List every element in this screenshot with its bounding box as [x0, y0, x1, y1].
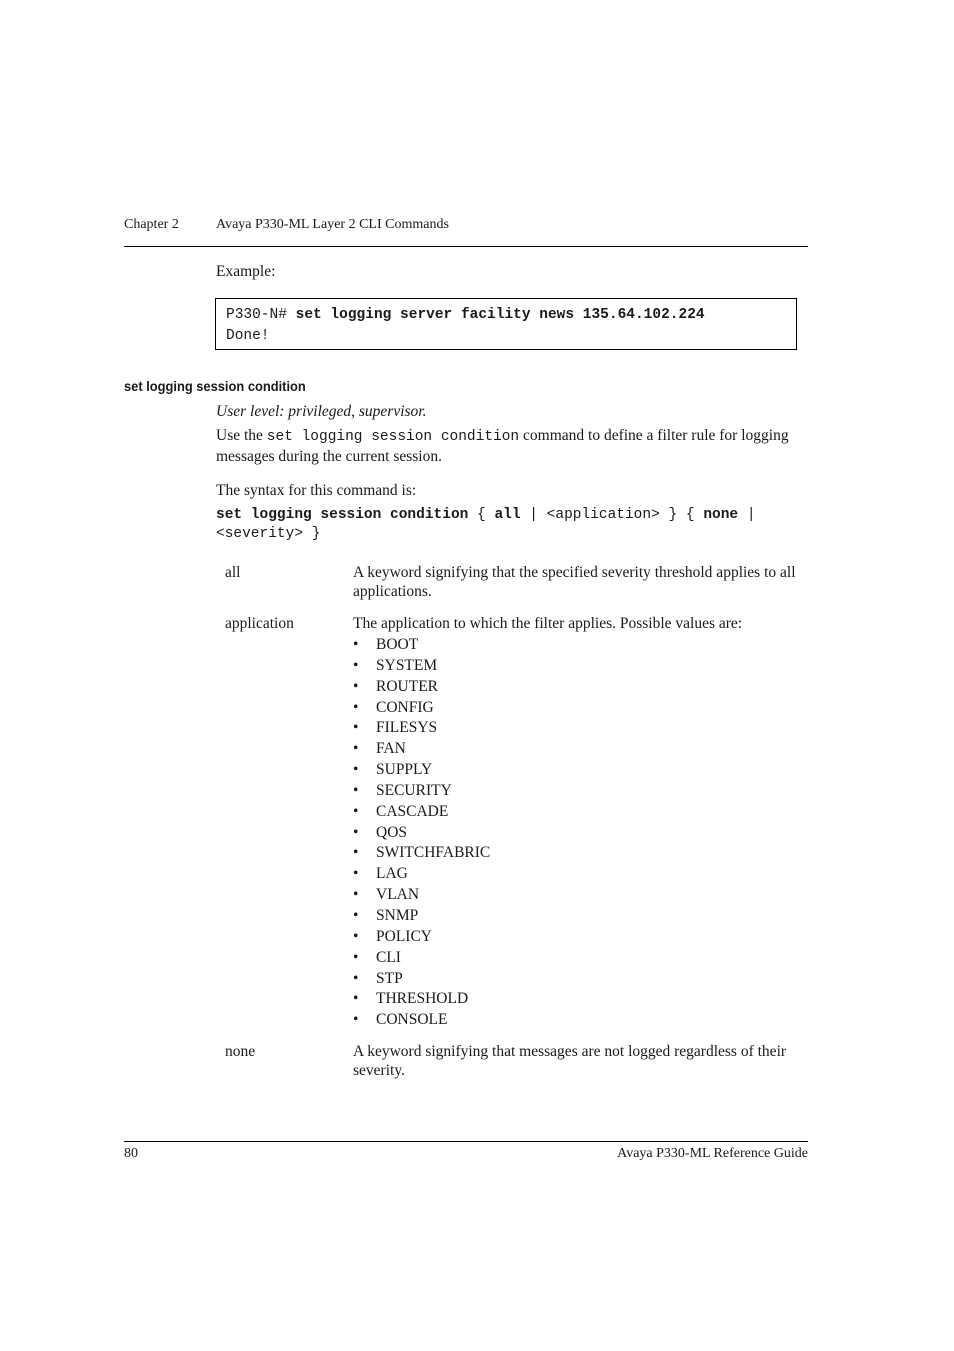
param-name-all: all — [225, 564, 241, 581]
param-name-none: none — [225, 1043, 256, 1060]
footer-rule — [124, 1141, 808, 1142]
list-item: • CONSOLE — [353, 1010, 803, 1031]
list-item: • THRESHOLD — [353, 989, 803, 1010]
running-header-chapter: Chapter 2 — [124, 217, 179, 232]
syntax-pipe: | — [746, 507, 756, 523]
description-post: command to define a filter rule for logging messages during the current session. — [216, 427, 789, 465]
param-desc-application-text: The application to which the filter applies. Possible values are: — [353, 615, 743, 632]
description-code: set logging session condition — [266, 429, 520, 445]
list-item: • ROUTER — [353, 677, 803, 698]
list-item: • BOOT — [353, 635, 803, 656]
list-item: • FAN — [353, 739, 803, 760]
header-rule — [124, 246, 808, 247]
param-desc-application — [353, 614, 803, 1031]
param-desc-none: A keyword signifying that messages are not logged regardless of their severity. — [353, 1043, 787, 1079]
list-item: • FILESYS — [353, 718, 803, 739]
example-code-box — [215, 298, 797, 350]
list-item: • SNMP — [353, 906, 803, 927]
param-desc-all: A keyword signifying that the specified severity threshold applies to all applications. — [353, 564, 796, 600]
footer-guide-title: Avaya P330-ML Reference Guide — [617, 1146, 808, 1161]
list-item: • SUPPLY — [353, 760, 803, 781]
section-title: set logging session condition — [124, 378, 306, 394]
list-item: • CASCADE — [353, 802, 803, 823]
list-item: • CONFIG — [353, 698, 803, 719]
running-header-title: Avaya P330-ML Layer 2 CLI Commands — [216, 217, 449, 232]
list-item: • POLICY — [353, 927, 803, 948]
syntax-pipe: | — [529, 507, 538, 523]
syntax-all: all — [494, 507, 521, 523]
list-item: • SECURITY — [353, 781, 803, 802]
syntax-severity: <severity> — [216, 526, 304, 542]
page-number: 80 — [124, 1146, 138, 1161]
syntax-intro: The syntax for this command is: — [216, 482, 417, 499]
example-label: Example: — [216, 263, 276, 280]
syntax-application: <application> — [546, 507, 660, 523]
cli-output: Done! — [226, 328, 270, 344]
list-item: • SWITCHFABRIC — [353, 843, 803, 864]
application-values-list — [353, 635, 803, 1031]
list-item: • STP — [353, 969, 803, 990]
list-item: • LAG — [353, 864, 803, 885]
syntax-brace: { — [685, 507, 695, 523]
user-level: User level: privileged, supervisor. — [216, 403, 427, 420]
list-item: • VLAN — [353, 885, 803, 906]
param-name-application: application — [225, 615, 294, 632]
command-description — [216, 426, 806, 466]
list-item: • QOS — [353, 823, 803, 844]
cli-command: set logging server facility news 135.64.102.224 — [295, 307, 705, 323]
description-pre: Use the — [216, 427, 263, 444]
syntax-none: none — [703, 507, 739, 523]
cli-prompt: P330-N# — [226, 307, 287, 323]
syntax-brace: } — [311, 526, 321, 542]
list-item: • SYSTEM — [353, 656, 803, 677]
list-item: • CLI — [353, 948, 803, 969]
syntax-command: set logging session condition — [216, 507, 469, 523]
syntax-line — [216, 506, 806, 544]
syntax-brace: } — [668, 507, 678, 523]
syntax-brace: { — [477, 507, 486, 523]
